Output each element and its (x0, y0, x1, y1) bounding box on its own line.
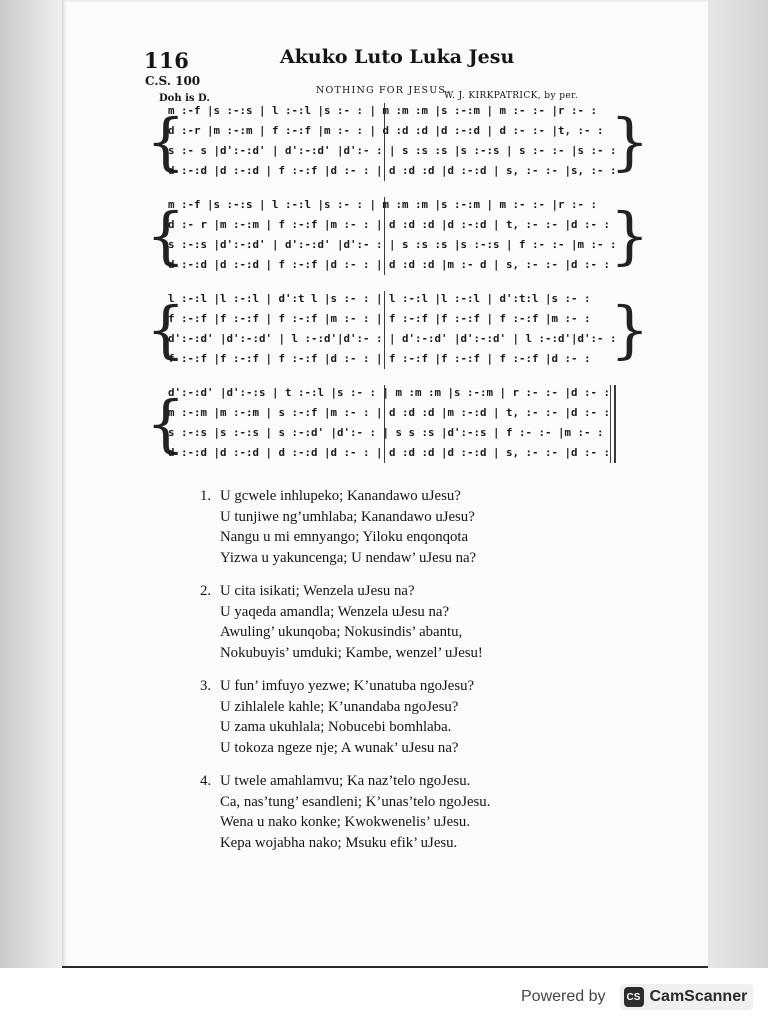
tenor-row: d':-:d' |d':-:d' | l :-:d'|d':- : | d':-:d' |d':-:d' | l :-:d'|d':- : (168, 332, 617, 345)
verse-number: 3. (200, 678, 212, 694)
scan-background-right (708, 0, 768, 968)
soprano-row: l :-:l |l :-:l | d':t l |s :- : | l :-:l |l :-:l | d':t:l |s :- : (168, 292, 591, 305)
bass-row: d :-:d |d :-:d | f :-:f |d :- : | d :d :d |m :- d | s, :- :- |d :- : (168, 258, 611, 271)
music-system-4 (146, 384, 624, 466)
brace-right: } (610, 199, 650, 272)
brace-right: } (610, 105, 650, 178)
powered-by-label: Powered by (521, 988, 606, 1005)
verse-line: Ca, nas’tung’ esandleni; K’unas’telo ngoJesu. (220, 793, 491, 810)
key-signature: Doh is D. (159, 93, 210, 104)
composer-credit: W. J. KIRKPATRICK, by per. (444, 91, 579, 101)
verse-1 (200, 486, 620, 568)
verse-line: U tokoza ngeze nje; A wunak’ uJesu na? (220, 739, 459, 756)
brace-left: { (146, 105, 186, 178)
verse-line: U twele amahlamvu; Ka naz’telo ngoJesu. (220, 773, 471, 789)
page-edge (62, 966, 708, 968)
brace-right: } (610, 293, 650, 366)
music-system-2 (146, 196, 650, 278)
soprano-row: m :-f |s :-:s | l :-:l |s :- : | m :m :m |s :-:m | m :- :- |r :- : (168, 104, 598, 117)
verse-4 (200, 771, 620, 853)
verse-line: U cita isikati; Wenzela uJesu na? (220, 583, 415, 599)
final-barline (610, 385, 611, 463)
page-number: 116 (144, 48, 190, 73)
alto-row: m :-:m |m :-:m | s :-:f |m :- : | d :d :d |m :-:d | t, :- :- |d :- : (168, 406, 611, 419)
hymn-subtitle: NOTHING FOR JESUS. (316, 85, 450, 96)
scanner-watermark (521, 983, 753, 1011)
verse-3 (200, 676, 620, 758)
verse-line: U fun’ imfuyo yezwe; K’unatuba ngoJesu? (220, 678, 475, 694)
alto-row: d :-r |m :-:m | f :-:f |m :- : | d :d :d |d :-:d | d :- :- |t, :- : (168, 124, 604, 137)
music-system-1 (146, 102, 650, 184)
verse-line: U gcwele inhlupeko; Kanandawo uJesu? (220, 488, 461, 504)
verse-line: Nangu u mi emnyango; Yiloku enqonqota (220, 529, 469, 545)
verse-line: U zama ukuhlala; Nobucebi bomhlaba. (220, 719, 452, 735)
verse-line: U zihlalele kahle; K’unandaba ngoJesu? (220, 698, 459, 715)
verse-line: U yaqeda amandla; Wenzela uJesu na? (220, 603, 450, 620)
bass-row: f :-:f |f :-:f | f :-:f |d :- : | f :-:f |f :-:f | f :-:f |d :- : (168, 352, 591, 365)
verse-line: Kepa wojabha nako; Msuku efik’ uJesu. (220, 834, 458, 851)
verse-line: Wena u nako konke; Kwokwenelis’ uJesu. (220, 814, 471, 830)
brace-left: { (146, 199, 186, 272)
scan-background-left (0, 0, 62, 968)
tenor-row: s :- s |d':-:d' | d':-:d' |d':- : | s :s :s |s :-:s | s :- :- |s :- : (168, 144, 617, 157)
verse-line: Awuling’ ukunqoba; Nokusindis’ abantu, (220, 624, 463, 640)
hymn-title: Akuko Luto Luka Jesu (280, 46, 515, 68)
verse-number: 4. (200, 773, 212, 789)
verse-2 (200, 581, 620, 663)
hymn-verses (200, 486, 620, 866)
music-system-3 (146, 290, 650, 372)
tenor-row: s :-:s |d':-:d' | d':-:d' |d':- : | s :s :s |s :-:s | f :- :- |m :- : (168, 238, 617, 251)
tenor-row: s :-:s |s :-:s | s :-:d' |d':- : | s s :s |d':-:s | f :- :- |m :- : (168, 426, 604, 439)
verse-line: Nokubuyis’ umduki; Kambe, wenzel’ uJesu! (220, 644, 483, 661)
camscanner-logo-icon: CS (624, 987, 644, 1007)
bass-row: d :-:d |d :-:d | d :-:d |d :- : | d :d :d |d :-:d | s, :- :- |d :- : (168, 446, 611, 459)
alto-row: d :- r |m :-:m | f :-:f |m :- : | d :d :d |d :-:d | t, :- :- |d :- : (168, 218, 611, 231)
soprano-row: m :-f |s :-:s | l :-:l |s :- : | m :m :m |s :-:m | m :- :- |r :- : (168, 198, 598, 211)
bass-row: d :-:d |d :-:d | f :-:f |d :- : | d :d :d |d :-:d | s, :- :- |s, :- : (168, 164, 617, 177)
cs-number: C.S. 100 (145, 74, 201, 88)
camscanner-name: CamScanner (649, 988, 748, 1005)
soprano-row: d':-:d' |d':-:s | t :-:l |s :- : | m :m :m |s :-:m | r :- :- |d :- : (168, 386, 611, 399)
verse-line: Yizwa u yakuncenga; U nendaw’ uJesu na? (220, 549, 477, 566)
brace-left: { (146, 293, 186, 366)
camscanner-badge (620, 984, 754, 1010)
alto-row: f :-:f |f :-:f | f :-:f |m :- : | f :-:f |f :-:f | f :-:f |m :- : (168, 312, 591, 325)
final-barline-thick (614, 385, 616, 463)
verse-number: 2. (200, 583, 212, 599)
brace-left: { (146, 387, 186, 460)
verse-number: 1. (200, 488, 212, 504)
verse-line: U tunjiwe ng’umhlaba; Kanandawo uJesu? (220, 508, 475, 525)
